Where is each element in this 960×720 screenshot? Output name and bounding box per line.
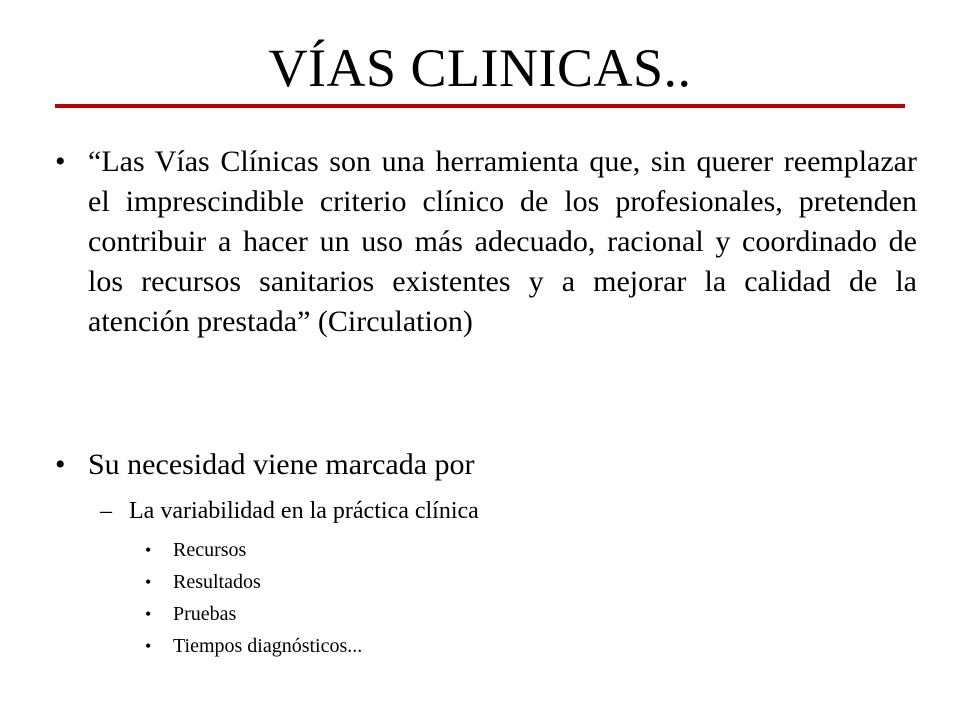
bullet-marker: • bbox=[145, 540, 152, 560]
bullet-marker: • bbox=[55, 145, 66, 178]
list-item bbox=[145, 632, 362, 664]
list-item bbox=[145, 536, 362, 568]
list-item-text: Recursos bbox=[173, 539, 247, 561]
list-item bbox=[145, 600, 362, 632]
list-item-text: Tiempos diagnósticos... bbox=[173, 635, 363, 657]
dash-marker: – bbox=[100, 498, 112, 524]
bullet-definition-text: “Las Vías Clínicas son una herramienta que, sin querer reemplazar el imprescindible criterio clínico de los profesionales, pretenden contribuir a hacer un uso más adecuado, racional y coordinado de los recursos sanitarios existentes y a mejorar la calidad de la atención prestada” (Circulation) bbox=[88, 145, 917, 338]
list-item-text: Resultados bbox=[173, 571, 261, 593]
list-item-text: Pruebas bbox=[173, 603, 237, 625]
variability-list bbox=[145, 536, 362, 664]
bullet-marker: • bbox=[145, 604, 152, 624]
bullet-marker: • bbox=[55, 448, 66, 481]
bullet-definition bbox=[55, 142, 917, 342]
slide-title: VÍAS CLINICAS.. bbox=[268, 38, 692, 98]
list-item bbox=[145, 568, 362, 600]
sub-bullet-variability-text: La variabilidad en la práctica clínica bbox=[129, 498, 479, 524]
bullet-necessity-text: Su necesidad viene marcada por bbox=[88, 448, 475, 481]
sub-bullet-variability bbox=[100, 495, 479, 527]
title-underline bbox=[55, 104, 905, 108]
bullet-marker: • bbox=[145, 636, 152, 656]
bullet-marker: • bbox=[145, 572, 152, 592]
bullet-necessity bbox=[55, 445, 917, 485]
